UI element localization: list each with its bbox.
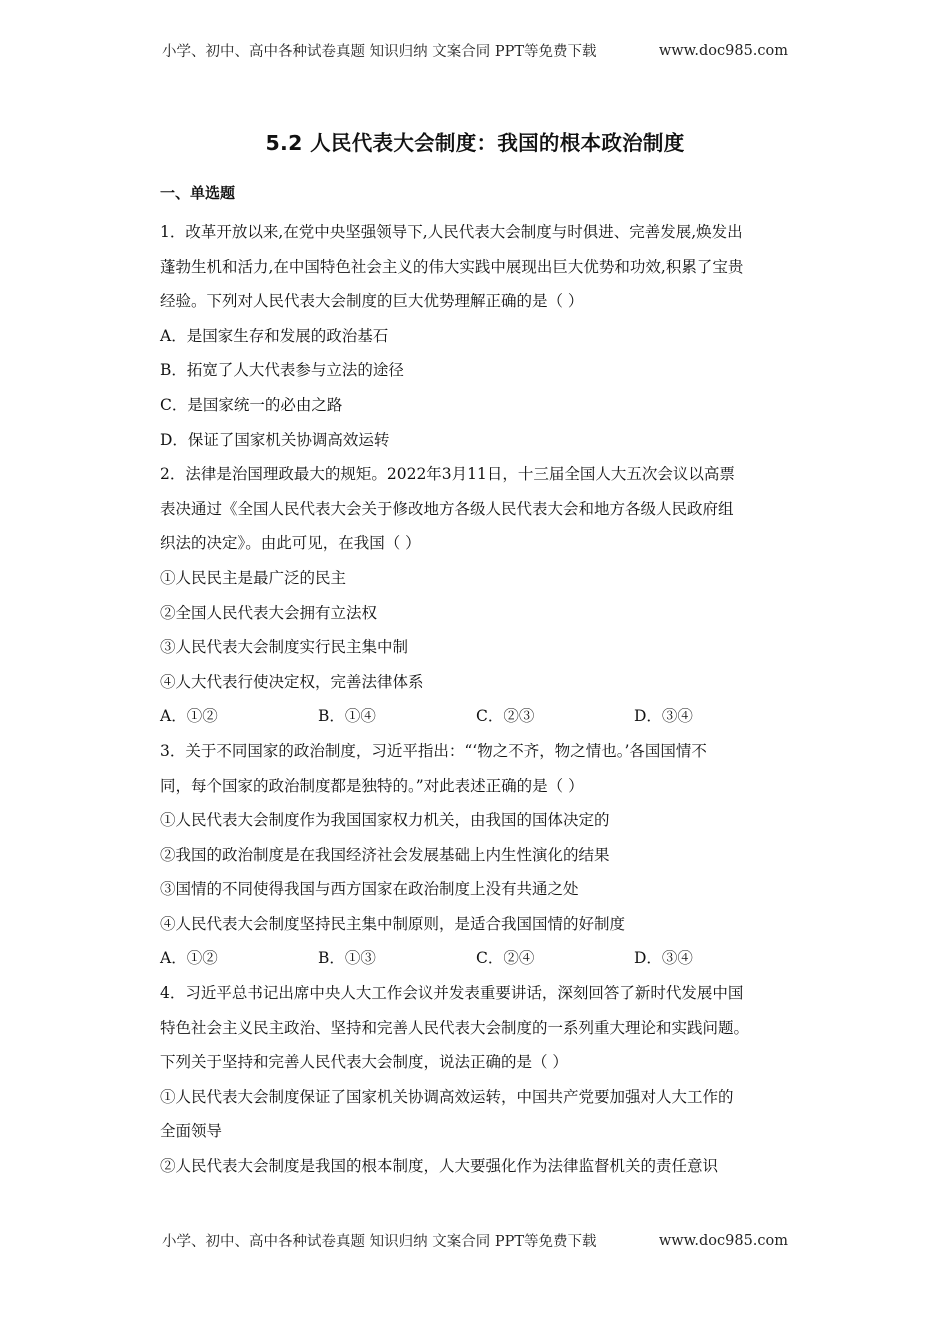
option-d: D．③④	[634, 949, 693, 968]
statement-2: ②全国人民代表大会拥有立法权	[160, 603, 378, 622]
option-c: C．②③	[476, 707, 535, 726]
option-a: A．是国家生存和发展的政治基石	[160, 326, 389, 345]
statement-1: ①人民民主是最广泛的民主	[160, 568, 347, 587]
options-row	[160, 941, 792, 976]
statement-3: ③国情的不同使得我国与西方国家在政治制度上没有共通之处	[160, 880, 579, 899]
option-b: B．拓宽了人大代表参与立法的途径	[160, 361, 404, 380]
statement-1: ①人民代表大会制度作为我国国家权力机关，由我国的国体决定的	[160, 811, 610, 830]
option-a: A．①②	[160, 707, 218, 726]
statement-1: ①人民代表大会制度保证了国家机关协调高效运转，中国共产党要加强对人大工作的	[160, 1087, 734, 1106]
question-4	[160, 976, 792, 1184]
statement-4: ④人民代表大会制度坚持民主集中制原则，是适合我国国情的好制度	[160, 914, 626, 933]
question-text-line: 3．关于不同国家的政治制度，习近平指出：“‘物之不齐，物之情也。’各国国情不	[160, 741, 707, 760]
question-2	[160, 457, 792, 734]
option-d: D．③④	[634, 707, 693, 726]
question-text-line: 1．改革开放以来,在党中央坚强领导下,人民代表大会制度与时俱进、完善发展,焕发出	[160, 223, 743, 241]
question-text-line: 下列关于坚持和完善人民代表大会制度，说法正确的是（ ）	[160, 1053, 568, 1072]
question-text-line: 4．习近平总书记出席中央人大工作会议并发表重要讲话，深刻回答了新时代发展中国	[160, 984, 744, 1003]
question-text-line: 同，每个国家的政治制度都是独特的。”对此表述正确的是（ ）	[160, 776, 584, 795]
page-header	[162, 40, 788, 61]
page-footer	[162, 1230, 788, 1251]
question-text-line: 织法的决定》。由此可见，在我国（ ）	[160, 534, 421, 553]
option-c: C．②④	[476, 949, 535, 968]
header-slogan: 小学、初中、高中各种试卷真题 知识归纳 文案合同 PPT等免费下载	[162, 44, 597, 60]
section-heading: 一、单选题	[160, 184, 236, 202]
header-url[interactable]: www.doc985.com	[658, 42, 788, 59]
question-3	[160, 734, 792, 976]
options-row	[160, 699, 792, 734]
footer-url[interactable]: www.doc985.com	[658, 1232, 788, 1249]
statement-3: ③人民代表大会制度实行民主集中制	[160, 638, 409, 657]
option-b: B．①③	[318, 949, 376, 968]
statement-4: ④人大代表行使决定权，完善法律体系	[160, 672, 424, 691]
footer-slogan: 小学、初中、高中各种试卷真题 知识归纳 文案合同 PPT等免费下载	[162, 1234, 597, 1250]
question-text-line: 表决通过《全国人民代表大会关于修改地方各级人民代表大会和地方各级人民政府组	[160, 499, 734, 518]
statement-2: ②我国的政治制度是在我国经济社会发展基础上内生性演化的结果	[160, 845, 610, 864]
question-text-line: 蓬勃生机和活力,在中国特色社会主义的伟大实践中展现出巨大优势和功效,积累了宝贵	[160, 257, 744, 276]
option-b: B．①④	[318, 707, 376, 726]
question-1	[160, 215, 792, 457]
document-title: 5.2 人民代表大会制度：我国的根本政治制度	[265, 131, 685, 155]
option-c: C．是国家统一的必由之路	[160, 395, 343, 414]
document-body	[160, 181, 792, 1184]
statement-1-continued: 全面领导	[160, 1122, 223, 1141]
option-a: A．①②	[160, 949, 218, 968]
question-text-line: 特色社会主义民主政治、坚持和完善人民代表大会制度的一系列重大理论和实践问题。	[160, 1018, 750, 1037]
question-text-line: 2．法律是治国理政最大的规矩。2022年3月11日，十三届全国人大五次会议以高票	[160, 465, 735, 484]
statement-2: ②人民代表大会制度是我国的根本制度，人大要强化作为法律监督机关的责任意识	[160, 1157, 719, 1176]
question-text-line: 经验。下列对人民代表大会制度的巨大优势理解正确的是（ ）	[160, 292, 584, 311]
option-d: D．保证了国家机关协调高效运转	[160, 430, 390, 449]
